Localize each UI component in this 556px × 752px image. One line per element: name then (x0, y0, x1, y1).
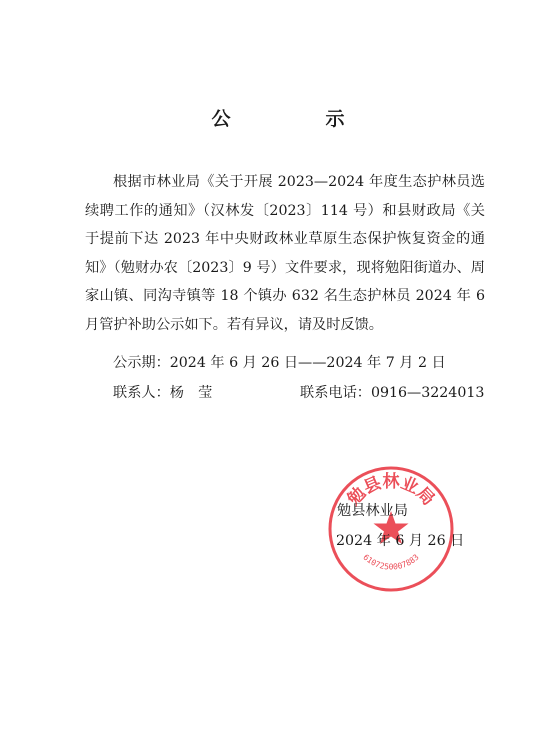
official-seal-icon (327, 465, 455, 593)
main-paragraph: 根据市林业局《关于开展 2023—2024 年度生态护林员选续聘工作的通知》（汉林发〔2023〕114 号）和县财政局《关于提前下达 2023 年中央财政林业草原生态保护恢复资金的通知》（勉财办农〔2023〕9 号）文件要求，现将勉阳街道办、周家山镇、同沟寺镇等 18 个镇办 632 名生态护林员 2024 年 6 月管护补助公示如下。若有异议，请及时反馈。 (85, 174, 485, 333)
document-title: 公 示 (211, 108, 383, 130)
contact-phone: 联系电话：0916—3224013 (300, 385, 485, 401)
svg-text:6107250007883: 6107250007883 (361, 552, 421, 572)
signature-org: 勉县林业局 (337, 503, 408, 519)
contact-person: 联系人：杨 莹 (113, 385, 213, 401)
document-body (85, 168, 485, 340)
publicity-period: 公示期：2024 年 6 月 26 日——2024 年 7 月 2 日 (113, 355, 446, 371)
svg-text:勉县林业局: 勉县林业局 (343, 472, 439, 510)
signature-date: 2024 年 6 月 26 日 (336, 533, 465, 549)
